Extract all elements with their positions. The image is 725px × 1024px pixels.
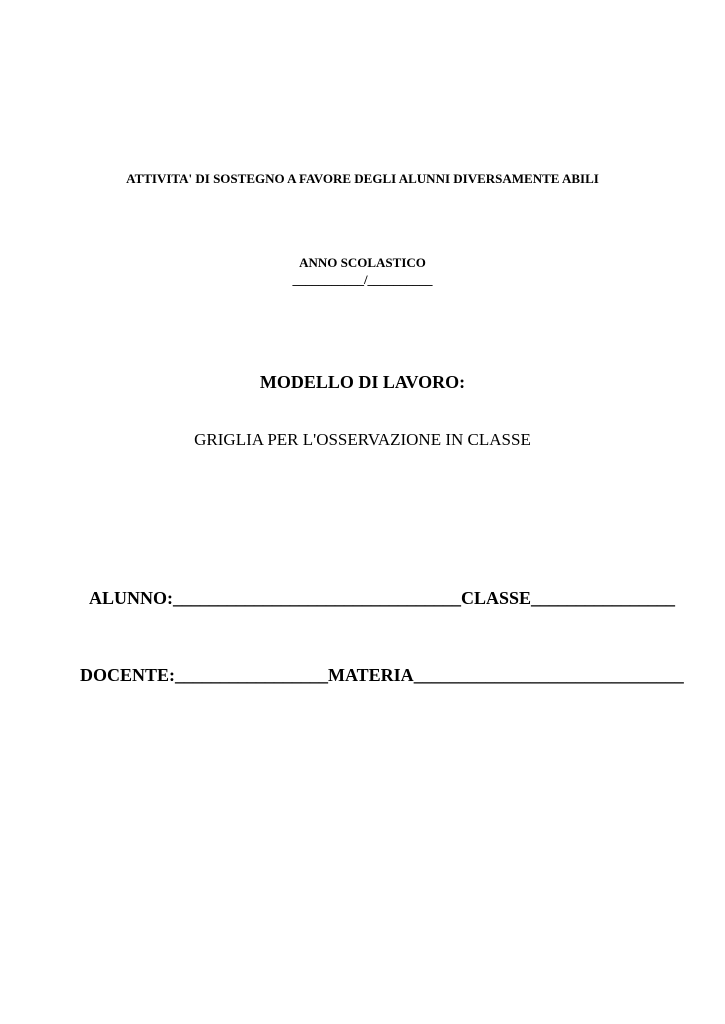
subject-blank: ______________________________ (413, 665, 684, 685)
document-header-title: ATTIVITA' DI SOSTEGNO A FAVORE DEGLI ALUNNI DIVERSAMENTE ABILI (126, 171, 599, 186)
teacher-subject-row (80, 665, 684, 686)
class-label: CLASSE (461, 588, 532, 608)
class-blank: ________________ (531, 588, 676, 608)
school-year-blank: ___________/__________ (292, 272, 433, 287)
student-class-row (89, 588, 675, 609)
model-title: MODELLO DI LAVORO: (259, 372, 466, 392)
school-year-label: ANNO SCOLASTICO (299, 255, 426, 270)
teacher-blank: _________________ (175, 665, 329, 685)
model-subtitle: GRIGLIA PER L'OSSERVAZIONE IN CLASSE (194, 430, 531, 449)
student-label: ALUNNO: (89, 588, 173, 608)
subject-label: MATERIA (328, 665, 414, 685)
teacher-label: DOCENTE: (80, 665, 176, 685)
student-blank: ________________________________ (173, 588, 461, 608)
